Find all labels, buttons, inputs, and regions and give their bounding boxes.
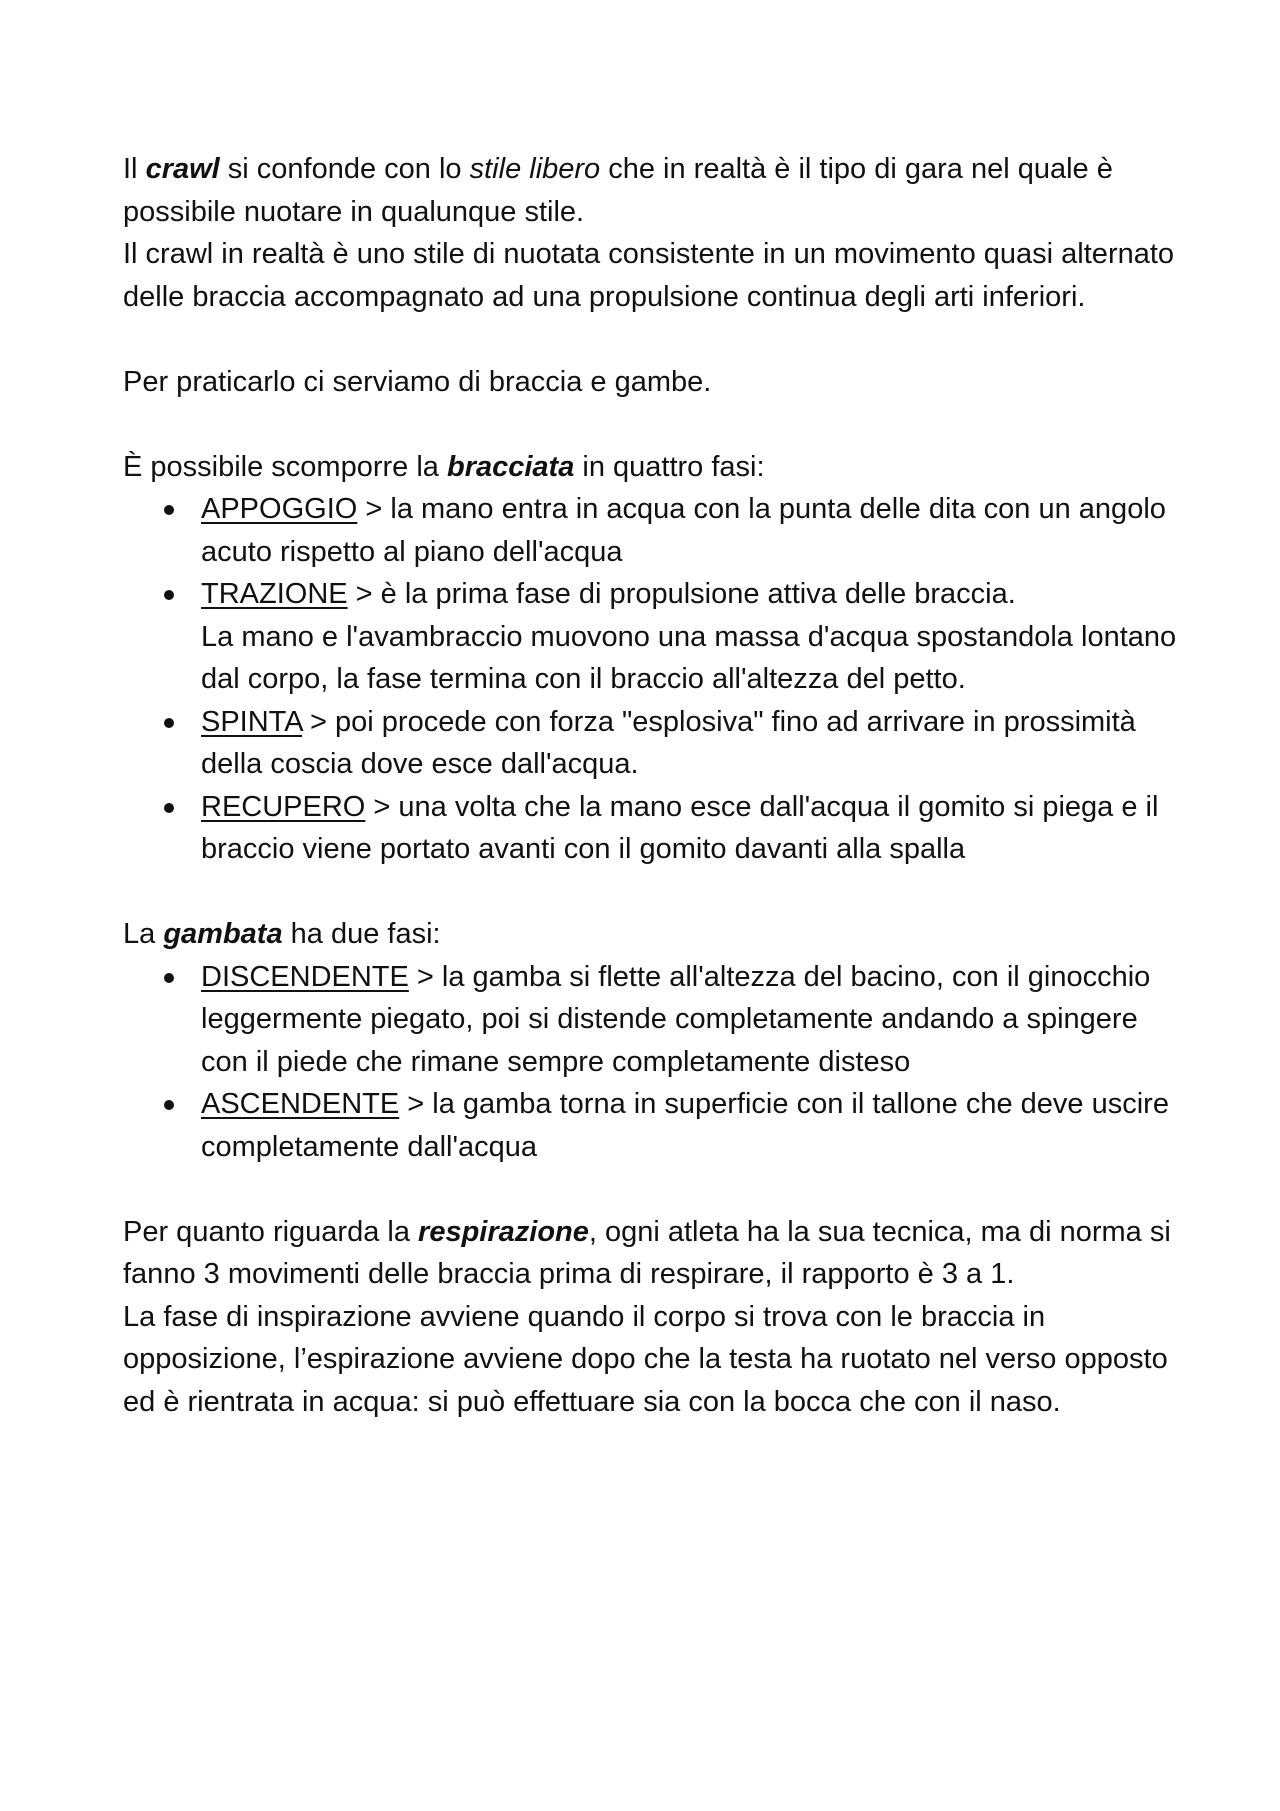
list-item-spinta xyxy=(123,701,1183,786)
term-stile-libero: stile libero xyxy=(469,153,601,185)
phase-term: RECUPERO xyxy=(201,790,366,823)
bullet-icon xyxy=(164,590,174,600)
gambata-phase-list xyxy=(123,956,1183,1169)
list-item-ascendente xyxy=(123,1083,1183,1168)
document-page xyxy=(123,148,1183,1423)
phase-description: > una volta che la mano esce dall'acqua il gomito si piega e il braccio viene portato avanti con il gomito davanti alla spalla xyxy=(201,790,1159,865)
term-crawl: crawl xyxy=(145,153,220,185)
phase-term: DISCENDENTE xyxy=(201,960,409,993)
bracciata-intro-text: in quattro fasi: xyxy=(574,450,765,483)
inspirazione-paragraph: La fase di inspirazione avviene quando il corpo si trova con le braccia in opposizione, l’espirazione avviene dopo che la testa ha ruotato nel verso opposto ed è rientrata in acqua: si può effettuare sia con la bocca che con il naso. xyxy=(123,1300,1168,1418)
bullet-icon xyxy=(164,973,174,983)
spacer xyxy=(123,1168,1183,1211)
list-item-appoggio xyxy=(123,488,1183,573)
spacer xyxy=(123,871,1183,914)
spacer xyxy=(123,318,1183,361)
gambata-intro-text: ha due fasi: xyxy=(282,918,441,950)
intro-text: Il xyxy=(123,153,146,185)
respirazione-text: , ogni atleta ha la sua tecnica, ma di norma si fanno 3 movimenti delle braccia prima di respirare, il rapporto è 3 a 1. xyxy=(123,1215,1171,1290)
phase-description: > è la prima fase di propulsione attiva delle braccia. xyxy=(347,578,1016,610)
list-item-trazione xyxy=(123,573,1183,701)
definition-paragraph: Il crawl in realtà è uno stile di nuotata consistente in un movimento quasi alternato delle braccia accompagnato ad una propulsione continua degli arti inferiori. xyxy=(123,238,1175,313)
spacer xyxy=(123,403,1183,446)
phase-term: ASCENDENTE xyxy=(201,1088,400,1120)
phase-term: SPINTA xyxy=(201,705,302,738)
list-item-discendente xyxy=(123,956,1183,1084)
bullet-icon xyxy=(164,505,174,515)
phase-description: > poi procede con forza "esplosiva" fino ad arrivare in prossimità della coscia dove esce dall'acqua. xyxy=(201,705,1136,780)
bullet-icon xyxy=(164,1100,174,1110)
gambata-intro xyxy=(123,913,1183,956)
term-bracciata: bracciata xyxy=(446,450,575,483)
intro-text: che in realtà è il tipo di gara nel quale è possibile nuotare in qualunque stile. xyxy=(123,153,1113,228)
bracciata-intro-text: È possibile scomporre la xyxy=(123,450,447,483)
phase-description-extra: La mano e l'avambraccio muovono una massa d'acqua spostandola lontano dal corpo, la fase termina con il braccio all'altezza del petto. xyxy=(201,620,1177,695)
phase-term: APPOGGIO xyxy=(201,493,358,525)
list-item-recupero xyxy=(123,786,1183,871)
gambata-intro-text: La xyxy=(123,918,164,950)
usage-paragraph: Per praticarlo ci serviamo di braccia e gambe. xyxy=(123,365,712,398)
bracciata-intro xyxy=(123,446,1183,489)
bullet-icon xyxy=(164,718,174,728)
respirazione-text: Per quanto riguarda la xyxy=(123,1215,419,1248)
respirazione-paragraph xyxy=(123,1211,1183,1296)
bullet-icon xyxy=(164,803,174,813)
intro-paragraph xyxy=(123,148,1183,233)
term-gambata: gambata xyxy=(163,918,283,950)
phase-description: > la gamba torna in superficie con il tallone che deve uscire completamente dall'acqua xyxy=(201,1088,1169,1163)
bracciata-phase-list xyxy=(123,488,1183,871)
intro-text: si confonde con lo xyxy=(219,153,470,185)
phase-term: TRAZIONE xyxy=(201,578,348,610)
term-respirazione: respirazione xyxy=(418,1215,589,1248)
phase-description: > la gamba si flette all'altezza del bacino, con il ginocchio leggermente piegato, poi si distende completamente andando a spingere con il piede che rimane sempre completamente disteso xyxy=(201,960,1151,1078)
phase-description: > la mano entra in acqua con la punta delle dita con un angolo acuto rispetto al piano dell'acqua xyxy=(201,493,1166,568)
